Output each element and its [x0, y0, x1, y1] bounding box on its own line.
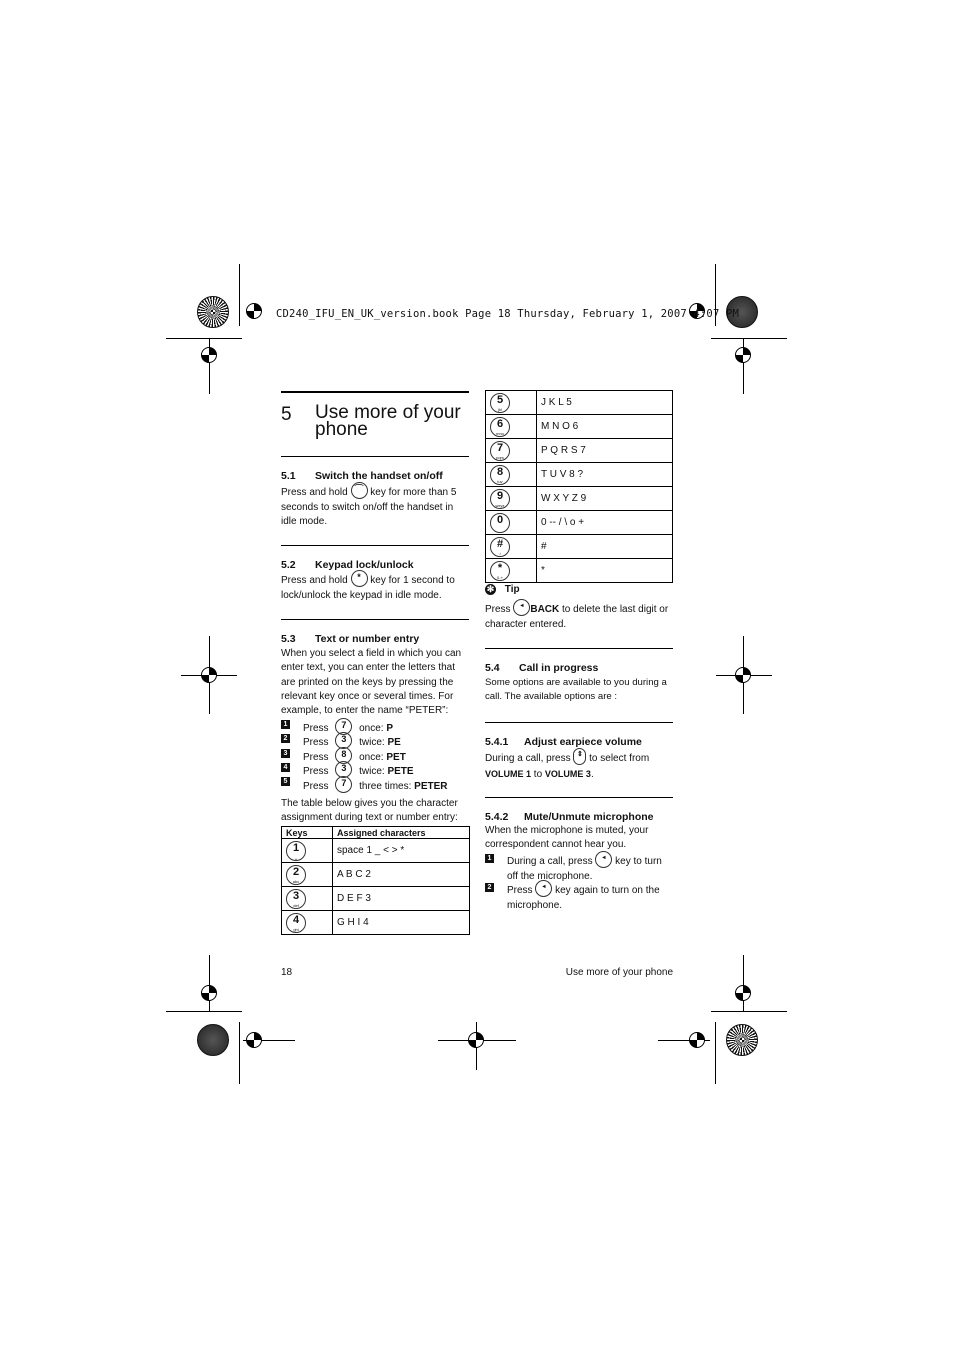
step-item: 4 Press 3 twice: PETE — [281, 763, 290, 777]
target-mark — [735, 985, 751, 1001]
table-row — [486, 415, 673, 439]
key-cell — [486, 511, 537, 535]
table-row — [282, 863, 470, 887]
keypad-key-icon: 2 abc — [286, 865, 306, 885]
table-row — [486, 535, 673, 559]
chars-cell: space 1 _ < > * — [333, 839, 470, 863]
step-item: 5 Press 7 three times: PETER — [281, 778, 290, 792]
step-number: 2 — [281, 734, 290, 743]
key-cell — [486, 439, 537, 463]
keypad-key-icon: 5 jkl — [490, 393, 510, 413]
mute-key-icon: ◂ — [595, 851, 612, 868]
number-key-icon: 3 — [335, 761, 352, 778]
step-number: 1 — [281, 720, 290, 729]
character-table-right — [485, 390, 673, 583]
key-cell — [282, 839, 333, 863]
target-mark — [246, 1032, 262, 1048]
table-row — [486, 559, 673, 583]
keypad-key-icon: # ♪ — [490, 537, 510, 557]
section-heading: 5.3 Text or number entry — [281, 633, 420, 645]
table-row — [282, 887, 470, 911]
section-body: When you select a field in which you can enter text, you can enter the letters that are printed on the keys by pressing the relevant key once or several times. For example, to enter the name “PETER”: — [281, 648, 462, 717]
target-mark — [201, 667, 217, 683]
keypad-key-icon: 1 ␣ — [286, 841, 306, 861]
tip-icon: ✻ — [486, 584, 495, 594]
step-number: 5 — [281, 777, 290, 786]
key-cell — [486, 487, 537, 511]
number-key-icon: 8 — [335, 747, 352, 764]
table-row — [486, 511, 673, 535]
table-row — [486, 439, 673, 463]
section-heading: 5.2 Keypad lock/unlock — [281, 559, 414, 571]
registration-mark — [197, 296, 229, 328]
key-cell — [486, 535, 537, 559]
mute-step-1: 1 During a call, press ◂ key to turn off the microphone. — [485, 853, 673, 867]
footer-section-title: Use more of your phone — [565, 967, 673, 978]
step-item: 3 Press 8 once: PET — [281, 749, 290, 763]
character-table-left — [281, 826, 470, 935]
end-call-key-icon: ⌒ — [351, 482, 368, 499]
number-key-icon: 7 — [335, 776, 352, 793]
chars-cell: W X Y Z 9 — [537, 487, 673, 511]
table-row — [282, 911, 470, 935]
section-rule — [485, 648, 673, 649]
tip-heading: ✻ Tip — [486, 584, 520, 595]
chars-cell: A B C 2 — [333, 863, 470, 887]
tip-body: Press ◂ BACK to delete the last digit or character entered. — [485, 601, 673, 632]
back-key-icon: ◂ — [513, 599, 530, 616]
chars-cell: G H I 4 — [333, 911, 470, 935]
chapter-title: Use more of your phone — [315, 402, 461, 440]
table-row — [486, 463, 673, 487]
section-body: During a call, press ⇕ to select from VOLUME 1 to VOLUME 3. — [485, 750, 673, 782]
key-cell — [282, 863, 333, 887]
key-cell — [486, 391, 537, 415]
keypad-key-icon: 6 mno — [490, 417, 510, 437]
step-item: 1 Press 7 once: P — [281, 720, 290, 734]
section-rule — [485, 722, 673, 723]
target-mark — [201, 985, 217, 1001]
section-rule — [281, 545, 469, 546]
col-header-chars: Assigned characters — [333, 827, 470, 839]
keypad-key-icon: 7 pqrs — [490, 441, 510, 461]
section-rule — [485, 797, 673, 798]
target-mark — [246, 303, 262, 319]
section-body: Some options are available to you during a call. The available options are : — [485, 677, 667, 703]
section-heading: 5.4.1 Adjust earpiece volume — [485, 736, 642, 748]
section-heading: 5.4.2 Mute/Unmute microphone — [485, 811, 654, 823]
chars-cell: # — [537, 535, 673, 559]
key-cell — [282, 911, 333, 935]
table-intro: The table below gives you the character assignment during text or number entry: — [281, 798, 458, 824]
registration-mark — [726, 1024, 758, 1056]
keypad-key-icon: * 0‐+ — [490, 561, 510, 581]
section-rule — [281, 456, 469, 457]
keypad-key-icon: 3 def — [286, 889, 306, 909]
key-cell — [486, 415, 537, 439]
chars-cell: * — [537, 559, 673, 583]
chapter-rule — [281, 391, 469, 393]
registration-mark — [197, 1024, 229, 1056]
print-header: CD240_IFU_EN_UK_version.book Page 18 Thursday, February 1, 2007 4:07 PM — [276, 308, 740, 320]
key-cell — [486, 463, 537, 487]
key-cell — [486, 559, 537, 583]
target-mark — [468, 1032, 484, 1048]
target-mark — [201, 347, 217, 363]
key-cell — [282, 887, 333, 911]
keypad-key-icon: 8 tuv — [490, 465, 510, 485]
number-key-icon: 3 — [335, 732, 352, 749]
step-number: 3 — [281, 749, 290, 758]
table-row — [486, 487, 673, 511]
target-mark — [735, 347, 751, 363]
star-key-icon: * — [351, 570, 368, 587]
mute-key-icon: ◂ — [535, 880, 552, 897]
section-body: When the microphone is muted, your correspondent cannot hear you. — [485, 825, 649, 851]
chars-cell: J K L 5 — [537, 391, 673, 415]
chapter-number: 5 — [281, 404, 292, 425]
mute-step-2: 2 Press ◂ key again to turn on the microphone. — [485, 882, 673, 896]
keypad-key-icon: 9 wxyz — [490, 489, 510, 509]
step-item: 2 Press 3 twice: PE — [281, 734, 290, 748]
number-key-icon: 7 — [335, 718, 352, 735]
table-row — [486, 391, 673, 415]
target-mark — [689, 1032, 705, 1048]
col-header-keys: Keys — [282, 827, 333, 839]
section-rule — [281, 619, 469, 620]
chars-cell: M N O 6 — [537, 415, 673, 439]
table-row — [282, 839, 470, 863]
step-number: 4 — [281, 763, 290, 772]
keypad-key-icon: 0 — [490, 513, 510, 533]
section-heading: 5.4 Call in progress — [485, 662, 599, 674]
keypad-key-icon: 4 ghi — [286, 913, 306, 933]
chars-cell: T U V 8 ? — [537, 463, 673, 487]
section-body: Press and hold ⌒ key for more than 5 seconds to switch on/off the handset in idle mode. — [281, 484, 457, 528]
section-heading: 5.1 Switch the handset on/off — [281, 470, 443, 482]
chars-cell: P Q R S 7 — [537, 439, 673, 463]
chars-cell: 0 -- / \ o + — [537, 511, 673, 535]
page-number: 18 — [281, 967, 293, 978]
volume-key-icon: ⇕ — [573, 748, 586, 765]
target-mark — [735, 667, 751, 683]
section-body: Press and hold * key for 1 second to lock/unlock the keypad in idle mode. — [281, 572, 455, 601]
chars-cell: D E F 3 — [333, 887, 470, 911]
